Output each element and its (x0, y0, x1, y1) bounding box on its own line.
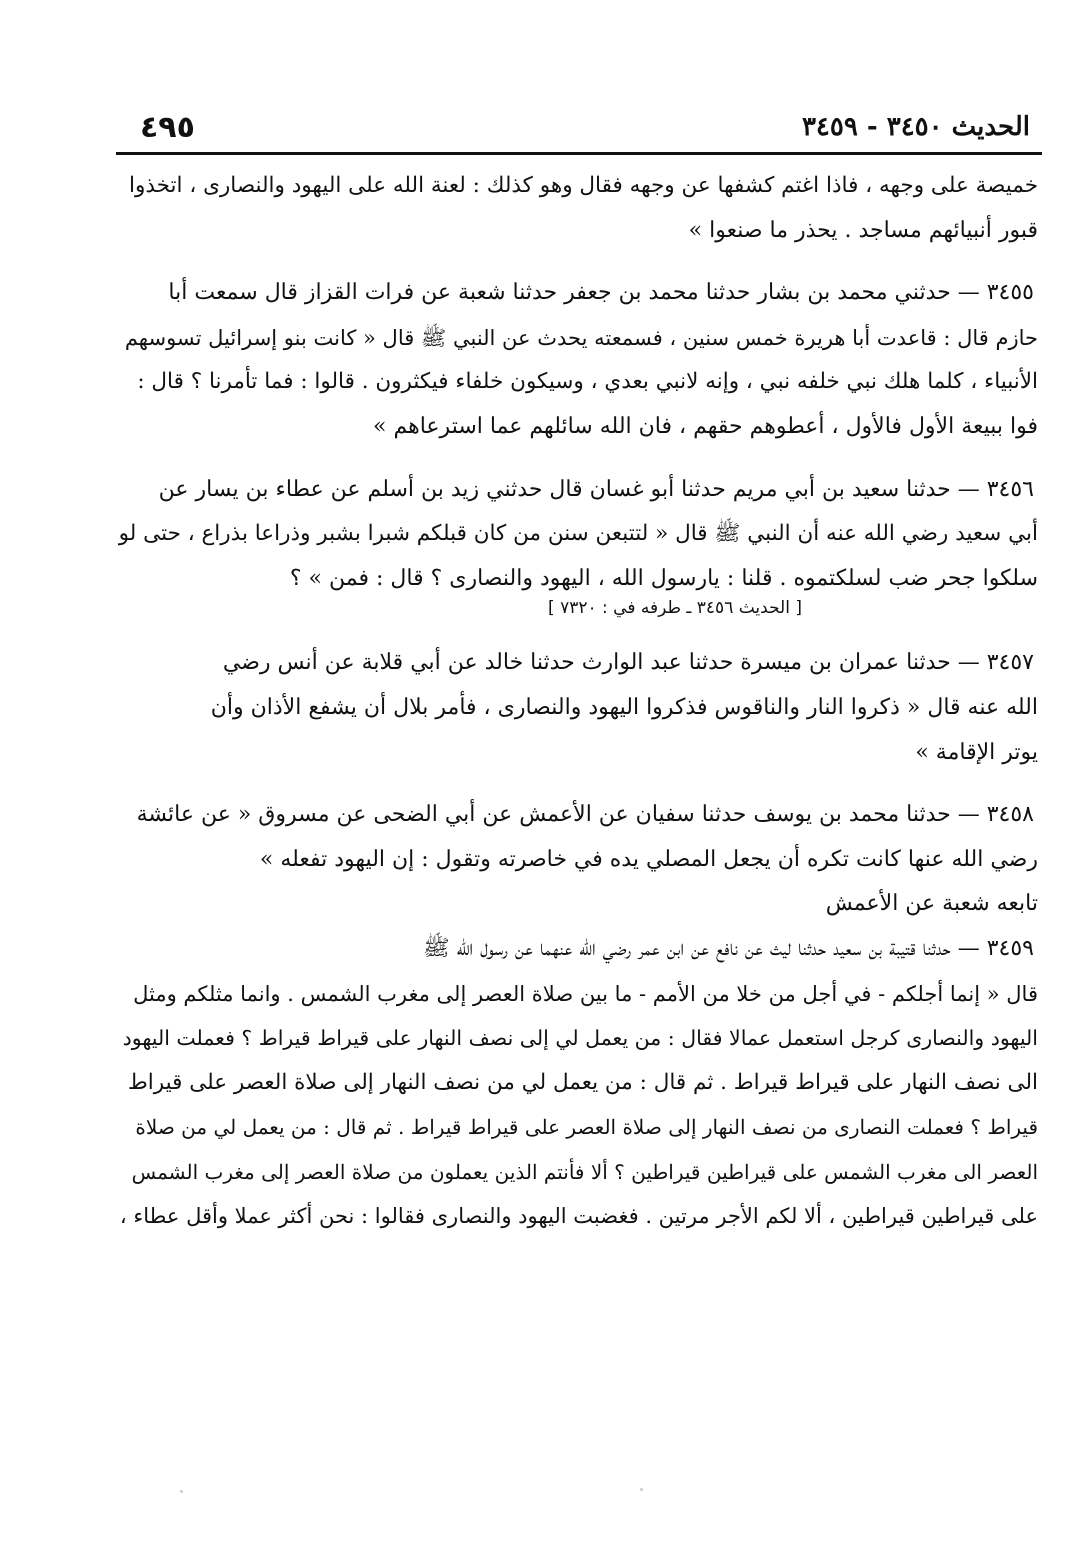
scan-speck (640, 1488, 643, 1491)
header-rule (116, 152, 1042, 155)
text-line: اليهود والنصارى كرجل استعمل عمالا فقال : من يعمل لي إلى نصف النهار على قيراط قيراط ؟ فعملت اليهود (122, 1026, 1038, 1051)
text-line: العصر الى مغرب الشمس على قيراطين قيراطين ؟ ألا فأنتم الذين يعملون من صلاة العصر إلى مغرب الشمس (131, 1159, 1038, 1184)
text-line: قال « إنما أجلكم - في أجل من خلا من الأمم - ما بين صلاة العصر إلى مغرب الشمس . وانما مثلكم ومثل (133, 981, 1038, 1006)
scan-speck (180, 1490, 183, 1493)
text-line: خميصة على وجهه ، فاذا اغتم كشفها عن وجهه فقال وهو كذلك : لعنة الله على اليهود والنصارى ، اتخذوا (129, 173, 1038, 198)
hadith-3457-start: ٣٤٥٧ — حدثنا عمران بن ميسرة حدثنا عبد الوارث حدثنا خالد عن أبي قلابة عن أنس رضي (222, 650, 1034, 676)
text-line: أبي سعيد رضي الله عنه أن النبي ﷺ قال « لتتبعن سنن من كان قبلكم شبرا بشبر وذراعا بذراع ، حتى لو (118, 521, 1038, 547)
hadith-3458-start: ٣٤٥٨ — حدثنا محمد بن يوسف حدثنا سفيان عن الأعمش عن أبي الضحى عن مسروق « عن عائشة (136, 802, 1034, 828)
hadith-3456-start: ٣٤٥٦ — حدثنا سعيد بن أبي مريم حدثنا أبو غسان قال حدثني زيد بن أسلم عن عطاء بن يسار عن (158, 476, 1034, 502)
text-line: فوا ببيعة الأول فالأول ، أعطوهم حقهم ، فان الله سائلهم عما استرعاهم » (373, 413, 1038, 439)
hadith-3455-start: ٣٤٥٥ — حدثني محمد بن بشار حدثنا محمد بن جعفر حدثنا شعبة عن فرات القزاز قال سمعت أبا (168, 280, 1034, 306)
text-line: سلكوا جحر ضب لسلكتموه . قلنا : يارسول الله ، اليهود والنصارى ؟ قال : فمن » ؟ (289, 565, 1038, 591)
text-line: على قيراطين قيراطين ، ألا لكم الأجر مرتين . فغضبت اليهود والنصارى فقالوا : نحن أكثر عملا وأقل عطاء ، (119, 1204, 1038, 1229)
page-number: ٤٩٥ (140, 110, 195, 145)
hadith-text-block (118, 164, 1038, 1239)
text-line: قيراط ؟ فعملت النصارى من نصف النهار إلى صلاة العصر على قيراط قيراط . ثم قال : من يعمل لي من صلاة (135, 1115, 1038, 1140)
text-line: رضي الله عنها كانت تكره أن يجعل المصلي يده في خاصرته وتقول : إن اليهود تفعله » (259, 846, 1038, 872)
text-line: الأنبياء ، كلما هلك نبي خلفه نبي ، وإنه لانبي بعدي ، وسيكون خلفاء فيكثرون . قالوا : فما تأمرنا ؟ قال : (137, 369, 1038, 395)
text-line: تابعه شعبة عن الأعمش (825, 891, 1038, 917)
hadith-3459-start: ٣٤٥٩ — حدثنا قتيبة بن سعيد حدثنا ليث عن نافع عن ابن عمر رضي الله عنهما عن رسول الله ﷺ (423, 935, 1034, 961)
page-header (112, 108, 1042, 148)
text-line: حازم قال : قاعدت أبا هريرة خمس سنين ، فسمعته يحدث عن النبي ﷺ قال « كانت بنو إسرائيل تسوسهم (124, 325, 1038, 350)
text-line: الى نصف النهار على قيراط قيراط . ثم قال : من يعمل لي من نصف النهار إلى صلاة العصر على قيراط (127, 1069, 1038, 1095)
text-line: يوتر الإقامة » (915, 739, 1038, 765)
text-line: الله عنه قال « ذكروا النار والناقوس فذكروا اليهود والنصارى ، فأمر بلال أن يشفع الأذان وأن (210, 694, 1038, 720)
text-line: قبور أنبيائهم مساجد . يحذر ما صنعوا » (688, 217, 1038, 243)
cross-reference-note: [ الحديث ٣٤٥٦ ـ طرفه في : ٧٣٢٠ ] (548, 598, 802, 619)
running-head: الحديث ٣٤٥٠ - ٣٤٥٩ (801, 112, 1030, 142)
